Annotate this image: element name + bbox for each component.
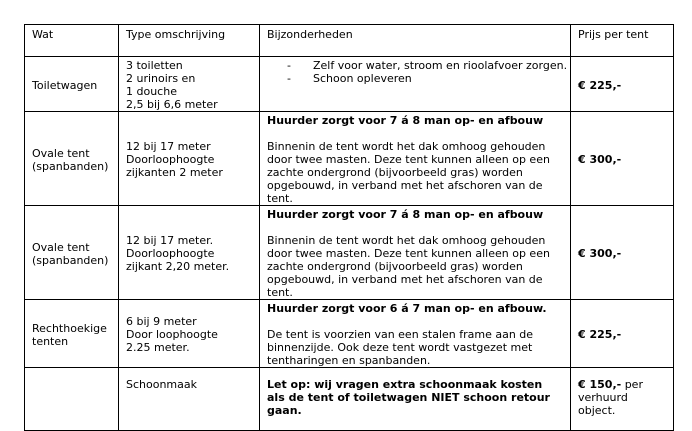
cell-bijzonderheden — [260, 112, 571, 206]
cell-type — [119, 300, 260, 368]
type-line: 12 bij 17 meter — [126, 140, 211, 153]
type-line: Doorloophoogte — [126, 153, 215, 166]
header-wat: Wat — [25, 25, 119, 57]
price-note: per verhuurd object. — [578, 378, 643, 417]
type-line: zijkant 2,20 meter. — [126, 260, 230, 273]
table-row — [25, 368, 674, 431]
bullet-item: - Schoon opleveren — [287, 72, 563, 85]
cell-prijs: € 300,- — [571, 112, 674, 206]
description: Binnenin de tent wordt het dak omhoog gehouden door twee masten. Deze tent kunnen alleen op een zachte ondergrond (bijvoorbeeld gras) worden opgebouwd, in verband met het afschoren van de tent. — [267, 234, 550, 299]
type-line: Doorloophoogte — [126, 247, 215, 260]
type-line: Schoonmaak — [126, 378, 198, 391]
cell-prijs — [571, 368, 674, 431]
table-row — [25, 112, 674, 206]
type-line: 1 douche — [126, 85, 177, 98]
bold-note: Huurder zorgt voor 7 á 8 man op- en afbouw — [267, 208, 544, 221]
type-line: Door loophoogte — [126, 328, 218, 341]
cell-wat: Ovale tent (spanbanden) — [25, 112, 119, 206]
type-line: 2 urinoirs en — [126, 72, 196, 85]
cell-bijzonderheden — [260, 300, 571, 368]
type-line: 2,5 bij 6,6 meter — [126, 98, 218, 111]
bold-note: Huurder zorgt voor 6 á 7 man op- en afbouw. — [267, 302, 547, 315]
type-line: 12 bij 17 meter. — [126, 234, 214, 247]
header-bijzonderheden: Bijzonderheden — [260, 25, 571, 57]
table-row — [25, 300, 674, 368]
description: De tent is voorzien van een stalen frame aan de binnenzijde. Ook deze tent wordt vastgezet met tentharingen en spanbanden. — [267, 328, 534, 367]
cell-type — [119, 368, 260, 431]
price-amount: € 150,- — [578, 378, 622, 391]
table-row — [25, 57, 674, 112]
header-type: Type omschrijving — [119, 25, 260, 57]
type-line: 2.25 meter. — [126, 341, 190, 354]
cell-bijzonderheden — [260, 206, 571, 300]
cell-prijs: € 225,- — [571, 300, 674, 368]
type-line: 3 toiletten — [126, 59, 183, 72]
cell-prijs: € 300,- — [571, 206, 674, 300]
cell-type — [119, 112, 260, 206]
cell-type — [119, 206, 260, 300]
header-prijs: Prijs per tent — [571, 25, 674, 57]
bold-note: Huurder zorgt voor 7 á 8 man op- en afbouw — [267, 114, 544, 127]
description: Binnenin de tent wordt het dak omhoog gehouden door twee masten. Deze tent kunnen alleen op een zachte ondergrond (bijvoorbeeld gras) worden opgebouwd, in verband met het afschoren van de tent. — [267, 140, 550, 205]
cell-wat: Toiletwagen — [25, 57, 119, 112]
cell-wat — [25, 368, 119, 431]
cell-wat: Ovale tent (spanbanden) — [25, 206, 119, 300]
cell-prijs: € 225,- — [571, 57, 674, 112]
type-line: zijkanten 2 meter — [126, 166, 223, 179]
price-table — [24, 24, 674, 431]
bullet-item: - Zelf voor water, stroom en rioolafvoer zorgen. — [287, 59, 563, 72]
type-line: 6 bij 9 meter — [126, 315, 197, 328]
cell-bijzonderheden — [260, 57, 571, 112]
cell-wat: Rechthoekige tenten — [25, 300, 119, 368]
bold-note: Let op: wij vragen extra schoonmaak kosten als de tent of toiletwagen NIET schoon retour gaan. — [267, 378, 550, 417]
bullet-list — [267, 59, 568, 85]
cell-bijzonderheden — [260, 368, 571, 431]
table-header-row — [25, 25, 674, 57]
cell-type — [119, 57, 260, 112]
table-row — [25, 206, 674, 300]
